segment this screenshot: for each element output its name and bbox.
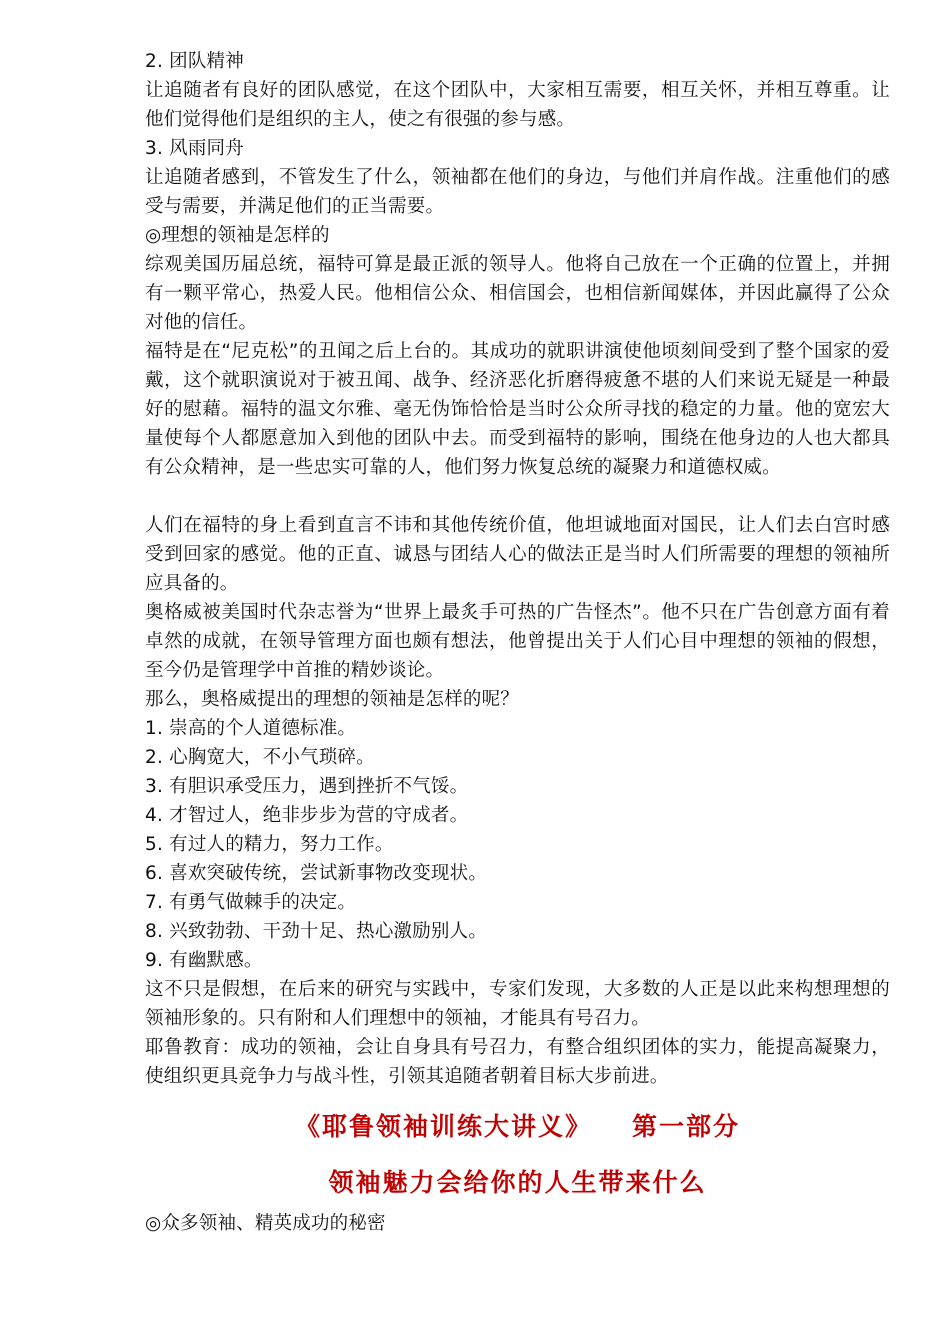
paragraph: 耶鲁教育：成功的领袖，会让自身具有号召力，有整合组织团体的实力，能提高凝聚力，使组织更具竞争力与战斗性，引领其追随者朝着目标大步前进。 (145, 1037, 890, 1087)
section-heading-ideal-leader: ◎理想的领袖是怎样的 (145, 225, 330, 246)
paragraph: 奥格威被美国时代杂志誉为“世界上最炙手可热的广告怪杰”。他不只在广告创意方面有着卓然的成就，在领导管理方面也颇有想法，他曾提出关于人们心目中理想的领袖的假想，至今仍是管理学中首推的精妙谈论。 (145, 602, 890, 681)
blank-line (145, 482, 890, 511)
paragraph: 福特是在“尼克松”的丑闻之后上台的。其成功的就职讲演使他顷刻间受到了整个国家的爱戴，这个就职演说对于被丑闻、战争、经济恶化折磨得疲惫不堪的人们来说无疑是一种最好的慰藉。福特的温文尔雅、毫无伪饰恰恰是当时公众所寻找的稳定的力量。他的宽宏大量使每个人都愿意加入到他的团队中去。而受到福特的影响，围绕在他身边的人也大都具有公众精神，是一些忠实可靠的人，他们努力恢复总统的凝聚力和道德权威。 (145, 341, 890, 478)
paragraph: 人们在福特的身上看到直言不讳和其他传统价值，他坦诚地面对国民，让人们去白宫时感受到回家的感觉。他的正直、诚恳与团结人心的做法正是当时人们所需要的理想的领袖所应具备的。 (145, 515, 890, 594)
document-body (145, 47, 890, 1238)
paragraph: 综观美国历届总统，福特可算是最正派的领导人。他将自己放在一个正确的位置上，并拥有一颗平常心，热爱人民。他相信公众、相信国会，也相信新闻媒体，并因此赢得了公众对他的信任。 (145, 254, 890, 333)
paragraph: 那么，奥格威提出的理想的领袖是怎样的呢？ (145, 689, 520, 710)
list-item: 8. 兴致勃勃、干劲十足、热心激励别人。 (145, 921, 488, 942)
list-item-together: 3. 风雨同舟 (145, 138, 244, 159)
book-title-heading (145, 1109, 890, 1145)
list-item: 1. 崇高的个人道德标准。 (145, 718, 357, 739)
list-item: 5. 有过人的精力，努力工作。 (145, 834, 394, 855)
list-item: 9. 有幽默感。 (145, 950, 263, 971)
chapter-title: 领袖魅力会给你的人生带来什么 (328, 1168, 707, 1197)
list-item: 4. 才智过人，绝非步步为营的守成者。 (145, 805, 469, 826)
list-item: 3. 有胆识承受压力，遇到挫折不气馁。 (145, 776, 469, 797)
list-item: 2. 心胸宽大，不小气琐碎。 (145, 747, 375, 768)
list-item: 6. 喜欢突破传统，尝试新事物改变现状。 (145, 863, 488, 884)
list-item: 7. 有勇气做棘手的决定。 (145, 892, 357, 913)
section-heading-secret: ◎众多领袖、精英成功的秘密 (145, 1213, 386, 1234)
list-item-team-spirit: 2. 团队精神 (145, 51, 244, 72)
part-label: 第一部分 (632, 1112, 741, 1141)
book-title: 《耶鲁领袖训练大讲义》 (294, 1112, 592, 1141)
paragraph: 让追随者有良好的团队感觉，在这个团队中，大家相互需要，相互关怀，并相互尊重。让他们觉得他们是组织的主人，使之有很强的参与感。 (145, 80, 890, 130)
paragraph: 让追随者感到，不管发生了什么，领袖都在他们的身边，与他们并肩作战。注重他们的感受与需要，并满足他们的正当需要。 (145, 167, 890, 217)
paragraph: 这不只是假想，在后来的研究与实践中，专家们发现，大多数的人正是以此来构想理想的领袖形象的。只有附和人们理想中的领袖，才能具有号召力。 (145, 979, 890, 1029)
